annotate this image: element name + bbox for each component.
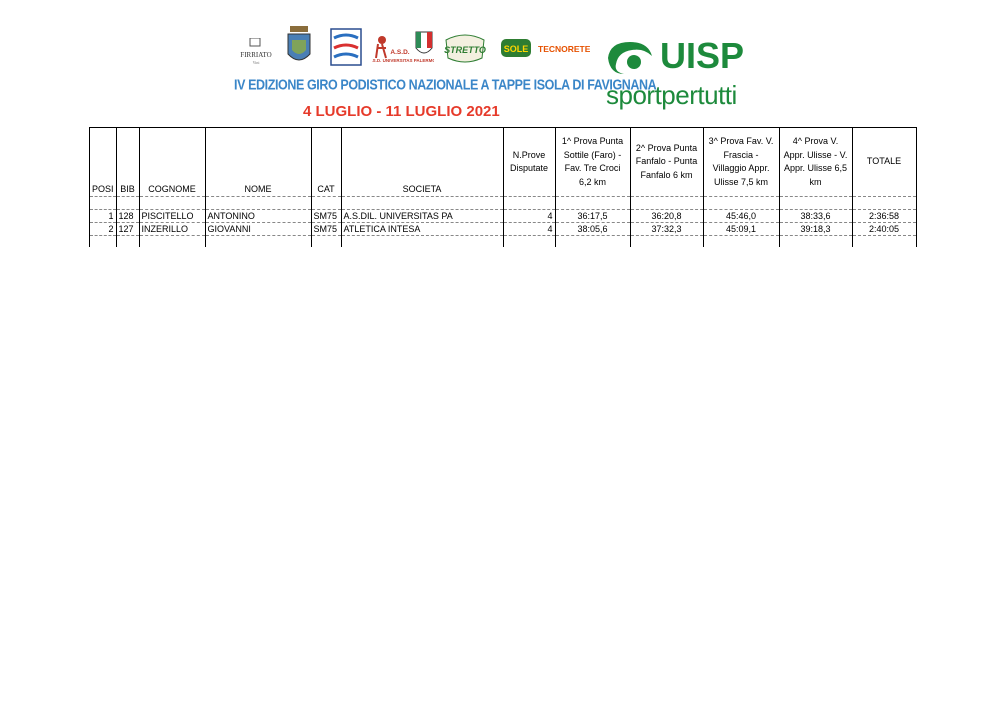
cell-societa: A.S.DIL. UNIVERSITAS PA <box>341 210 503 223</box>
event-title: IV EDIZIONE GIRO PODISTICO NAZIONALE A TAPPE ISOLA DI FAVIGNANA <box>234 76 657 94</box>
firriato-logo-text: FIRRIATO <box>240 51 272 59</box>
uisp-swoosh-icon <box>604 38 656 78</box>
sole-logo <box>500 38 532 58</box>
empty-row <box>90 236 917 248</box>
stretto-logo-text: STRETTO <box>444 45 486 55</box>
col-cognome: COGNOME <box>139 128 205 197</box>
cell-prova-4: 39:18,3 <box>779 223 852 236</box>
tecnorete-logo-text: TECNORETE <box>538 44 590 54</box>
uisp-brand: UISP <box>660 35 745 76</box>
cell-cognome: PISCITELLO <box>139 210 205 223</box>
col-nome: NOME <box>205 128 311 197</box>
table-row <box>90 210 917 223</box>
cell-prove: 4 <box>503 223 555 236</box>
cell-nome: GIOVANNI <box>205 223 311 236</box>
col-prove: N.Prove Disputate <box>503 128 555 197</box>
universitas-logo <box>372 30 434 66</box>
uisp-subtitle: sportpertutti <box>606 80 737 110</box>
cell-cat: SM75 <box>311 223 341 236</box>
table-row <box>90 223 917 236</box>
coat-of-arms-logo <box>284 26 314 68</box>
svg-text:Vini: Vini <box>252 60 260 65</box>
cell-pos: 2 <box>90 223 117 236</box>
cell-societa: ATLETICA INTESA <box>341 223 503 236</box>
col-totale: TOTALE <box>852 128 916 197</box>
col-prova-1: 1^ Prova Punta Sottile (Faro) - Fav. Tre Croci 6,2 km <box>555 128 630 197</box>
header-row <box>90 128 917 197</box>
cell-bib: 128 <box>116 210 139 223</box>
cell-prova-3: 45:46,0 <box>703 210 779 223</box>
cell-prova-2: 36:20,8 <box>630 210 703 223</box>
col-pos: POSI <box>90 128 117 197</box>
uisp-logo <box>604 36 774 112</box>
document-header <box>0 0 1000 126</box>
cell-totale: 2:36:58 <box>852 210 916 223</box>
cell-prova-1: 36:17,5 <box>555 210 630 223</box>
cell-prova-4: 38:33,6 <box>779 210 852 223</box>
results-table <box>89 127 917 247</box>
cell-cat: SM75 <box>311 210 341 223</box>
universitas-logo-text: A.S.D. UNIVERSITAS PALERMO <box>372 58 434 63</box>
tecnorete-logo <box>538 42 590 56</box>
svg-text:A.S.D.: A.S.D. <box>390 49 410 56</box>
cell-bib: 127 <box>116 223 139 236</box>
event-dates: 4 LUGLIO - 11 LUGLIO 2021 <box>303 103 500 120</box>
cell-totale: 2:40:05 <box>852 223 916 236</box>
cell-prova-1: 38:05,6 <box>555 223 630 236</box>
spacer-row <box>90 197 917 210</box>
sole-logo-text: SOLE <box>503 44 529 54</box>
cell-prova-3: 45:09,1 <box>703 223 779 236</box>
cell-prova-2: 37:32,3 <box>630 223 703 236</box>
cell-pos: 1 <box>90 210 117 223</box>
cell-nome: ANTONINO <box>205 210 311 223</box>
col-societa: SOCIETA <box>341 128 503 197</box>
col-prova-4: 4^ Prova V. Appr. Ulisse - V. Appr. Ulisse 6,5 km <box>779 128 852 197</box>
emblem-logo <box>330 28 362 66</box>
col-prova-3: 3^ Prova Fav. V. Frascia - Villaggio Appr. Ulisse 7,5 km <box>703 128 779 197</box>
cell-cognome: INZERILLO <box>139 223 205 236</box>
col-prova-2: 2^ Prova Punta Fanfalo - Punta Fanfalo 6 km <box>630 128 703 197</box>
stretto-logo <box>442 30 488 66</box>
cell-prove: 4 <box>503 210 555 223</box>
firriato-logo <box>232 38 280 68</box>
col-bib: BIB <box>116 128 139 197</box>
col-cat: CAT <box>311 128 341 197</box>
